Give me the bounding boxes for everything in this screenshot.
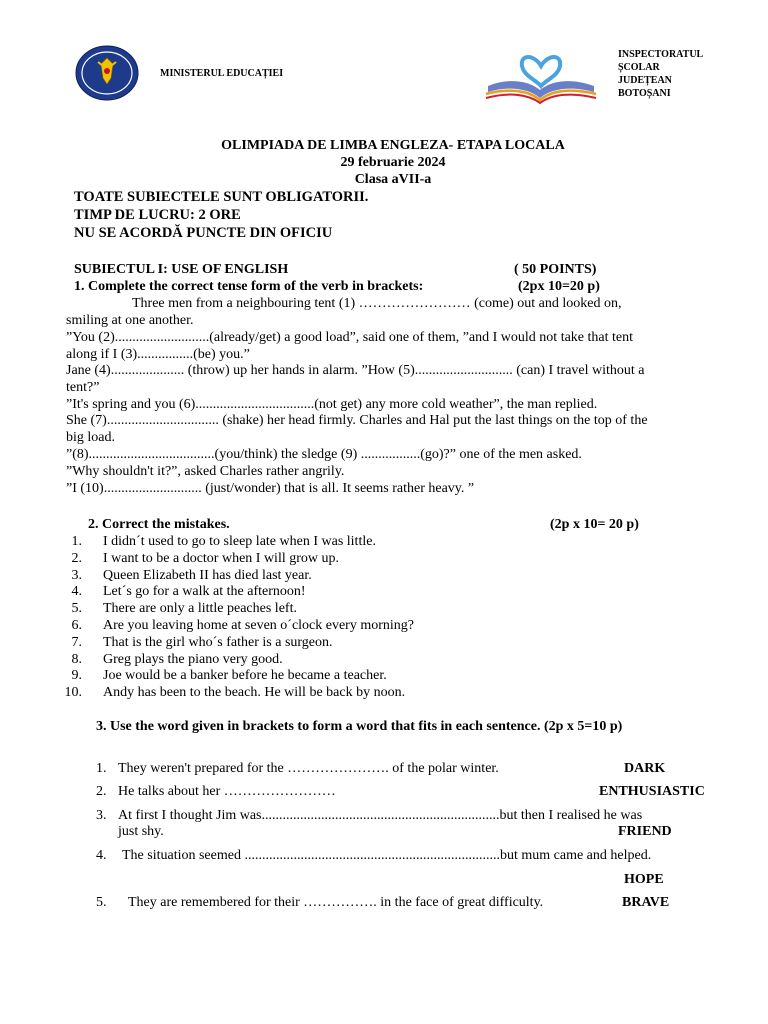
rule-1: TOATE SUBIECTELE SUNT OBLIGATORII.	[74, 189, 369, 205]
ex2-points: (2p x 10= 20 p)	[550, 517, 639, 532]
ex1-points: (2px 10=20 p)	[518, 279, 600, 294]
ex1-line: ”I (10)............................ (just/wonder) that is all. It seems rather heavy. ”	[66, 481, 475, 496]
ex1-line: tent?”	[66, 380, 100, 395]
ex3-word: ENTHUSIASTIC	[599, 784, 705, 799]
ex1-line: ”(8)....................................(you/think) the sledge (9) .................(go)?” one of the men asked.	[66, 447, 582, 462]
ex3-sentence-cont: just shy.	[118, 824, 164, 839]
ex3-word: HOPE	[624, 872, 664, 887]
ex1-line: big load.	[66, 430, 115, 445]
government-seal-logo	[72, 44, 142, 102]
ex3-word: BRAVE	[622, 895, 670, 910]
ex3-sentence: The situation seemed .........................................................................but mum came and helped.	[122, 848, 652, 863]
ex3-num: 2.	[96, 784, 107, 799]
exam-grade: Clasa aVII-a	[354, 172, 432, 187]
rule-2: TIMP DE LUCRU: 2 ORE	[74, 207, 241, 223]
rule-3: NU SE ACORDĂ PUNCTE DIN OFICIU	[74, 225, 333, 241]
ex1-line: smiling at one another.	[66, 313, 194, 328]
ex1-line: ”Why shouldn't it?”, asked Charles rather angrily.	[66, 464, 345, 479]
ministry-label: MINISTERUL EDUCAȚIEI	[160, 68, 284, 79]
ex3-num: 5.	[96, 895, 107, 910]
ex1-heading: 1. Complete the correct tense form of the verb in brackets:	[74, 279, 424, 294]
ex3-heading: 3. Use the word given in brackets to form a word that fits in each sentence. (2p x 5=10 p)	[96, 719, 623, 734]
ex3-num: 3.	[96, 808, 107, 823]
ex1-line: Jane (4)..................... (throw) up her hands in alarm. ”How (5)............................ (can) I travel without a	[66, 363, 645, 378]
ex3-sentence: At first I thought Jim was....................................................................but then I realised he was	[118, 808, 643, 823]
ex1-line: Three men from a neighbouring tent (1) …………………… (come) out and looked on,	[132, 296, 622, 311]
book-heart-logo	[484, 42, 598, 104]
ex3-sentence: They are remembered for their ……………. in the face of great difficulty.	[128, 895, 544, 910]
ex3-word: FRIEND	[618, 824, 672, 839]
ex3-word: DARK	[624, 761, 666, 776]
ex2-heading: 2. Correct the mistakes.	[88, 517, 230, 532]
ex1-line: along if I (3)................(be) you.”	[66, 347, 250, 362]
ex1-line: ”It's spring and you (6)..................................(not get) any more cold weather”, the man replied.	[66, 397, 598, 412]
subject-1-heading: SUBIECTUL I: USE OF ENGLISH	[74, 262, 289, 277]
ex3-sentence: He talks about her ……………………	[118, 784, 336, 799]
ex1-line: ”You (2)...........................(already/get) a good load”, said one of them, ”and I would not take that tent	[66, 330, 633, 345]
ex3-num: 4.	[96, 848, 107, 863]
inspectorate-label: INSPECTORATUL ȘCOLAR JUDEȚEAN BOTOȘANI	[618, 49, 704, 99]
exam-title: OLIMPIADA DE LIMBA ENGLEZA- ETAPA LOCALA	[221, 138, 565, 153]
subject-1-points: ( 50 POINTS)	[514, 262, 597, 277]
exam-date: 29 februarie 2024	[340, 155, 446, 170]
ex3-sentence: They weren't prepared for the …………………. of the polar winter.	[118, 761, 499, 776]
ex3-num: 1.	[96, 761, 107, 776]
ex1-line: She (7)................................ (shake) her head firmly. Charles and Hal put the last things on the top of the	[66, 413, 648, 428]
